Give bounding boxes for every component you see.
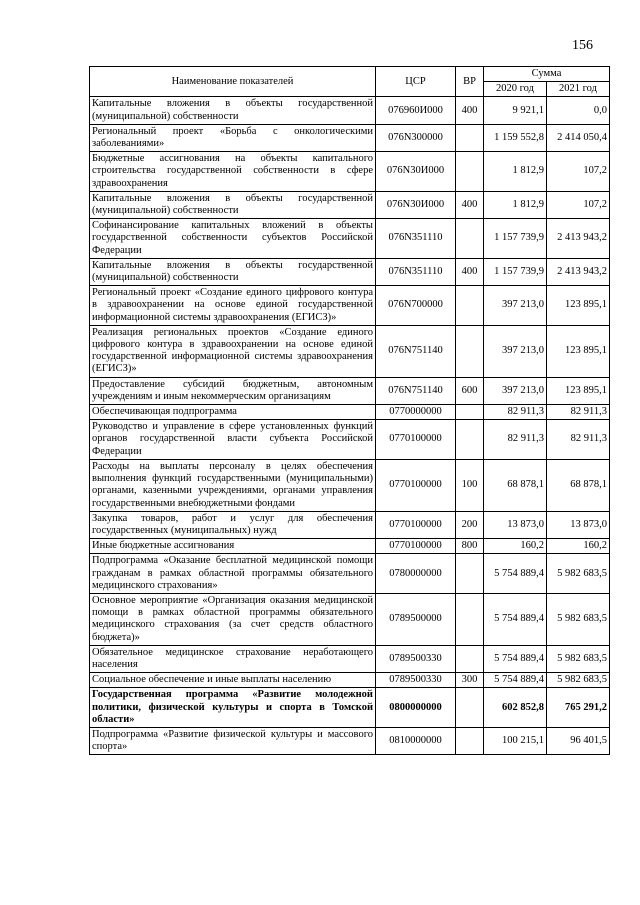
- row-value-2020: 1 159 552,8: [484, 124, 547, 151]
- row-name: Капитальные вложения в объекты государственной (муниципальной) собственности: [90, 97, 376, 124]
- row-name: Капитальные вложения в объекты государственной (муниципальной) собственности: [90, 258, 376, 285]
- row-vr: 300: [456, 673, 484, 688]
- row-vr: 200: [456, 511, 484, 538]
- table-row: [90, 258, 610, 285]
- row-vr: 600: [456, 377, 484, 404]
- row-vr: [456, 124, 484, 151]
- table-row: [90, 539, 610, 554]
- row-value-2021: 2 413 943,2: [547, 219, 610, 259]
- row-name: Реализация региональных проектов «Создание единого цифрового контура в здравоохранении на основе единой государственной информационной системы здравоохранения (ЕГИСЗ)»: [90, 325, 376, 377]
- row-vr: [456, 325, 484, 377]
- row-vr: [456, 152, 484, 192]
- table-row: [90, 124, 610, 151]
- row-vr: 400: [456, 97, 484, 124]
- table-row: [90, 673, 610, 688]
- row-csr: 0810000000: [376, 727, 456, 754]
- row-vr: 400: [456, 191, 484, 218]
- row-vr: 100: [456, 459, 484, 511]
- row-csr: 076N751140: [376, 325, 456, 377]
- row-name: Обязательное медицинское страхование неработающего населения: [90, 645, 376, 672]
- row-vr: [456, 286, 484, 326]
- row-vr: [456, 219, 484, 259]
- row-value-2021: 82 911,3: [547, 420, 610, 460]
- row-value-2020: 68 878,1: [484, 459, 547, 511]
- row-value-2020: 5 754 889,4: [484, 673, 547, 688]
- table-row: [90, 377, 610, 404]
- table-row: [90, 405, 610, 420]
- row-value-2020: 1 812,9: [484, 152, 547, 192]
- row-name: Предоставление субсидий бюджетным, автономным учреждениям и иным некоммерческим организациям: [90, 377, 376, 404]
- row-value-2020: 1 157 739,9: [484, 219, 547, 259]
- row-vr: [456, 593, 484, 645]
- table-row: [90, 727, 610, 754]
- row-value-2020: 1 812,9: [484, 191, 547, 218]
- row-value-2021: 2 413 943,2: [547, 258, 610, 285]
- row-value-2021: 123 895,1: [547, 325, 610, 377]
- table-row: [90, 593, 610, 645]
- row-csr: 0770100000: [376, 420, 456, 460]
- row-vr: [456, 727, 484, 754]
- table-row: [90, 554, 610, 594]
- row-name: Региональный проект «Создание единого цифрового контура в здравоохранении на основе единой государственной информационной системы здравоохранения (ЕГИСЗ)»: [90, 286, 376, 326]
- table-row: [90, 645, 610, 672]
- row-value-2020: 397 213,0: [484, 325, 547, 377]
- row-value-2020: 397 213,0: [484, 377, 547, 404]
- row-value-2021: 160,2: [547, 539, 610, 554]
- row-value-2020: 602 852,8: [484, 688, 547, 728]
- table-row: [90, 286, 610, 326]
- row-name: Закупка товаров, работ и услуг для обеспечения государственных (муниципальных) нужд: [90, 511, 376, 538]
- row-name: Региональный проект «Борьба с онкологическими заболеваниями»: [90, 124, 376, 151]
- row-value-2020: 5 754 889,4: [484, 645, 547, 672]
- row-value-2020: 13 873,0: [484, 511, 547, 538]
- row-csr: 076N30И000: [376, 191, 456, 218]
- header-name: Наименование показателей: [90, 67, 376, 97]
- table-body: [90, 97, 610, 755]
- row-name: Расходы на выплаты персоналу в целях обеспечения выполнения функций государственными (муниципальными) органами, казенными учреждениями, органами управления государственными внебюджетными фондами: [90, 459, 376, 511]
- row-value-2021: 96 401,5: [547, 727, 610, 754]
- row-name: Социальное обеспечение и иные выплаты населению: [90, 673, 376, 688]
- row-value-2020: 100 215,1: [484, 727, 547, 754]
- row-value-2020: 82 911,3: [484, 405, 547, 420]
- row-value-2021: 107,2: [547, 152, 610, 192]
- row-value-2021: 68 878,1: [547, 459, 610, 511]
- row-name: Софинансирование капитальных вложений в объекты государственной собственности субъектов Российской Федерации: [90, 219, 376, 259]
- row-value-2021: 107,2: [547, 191, 610, 218]
- row-vr: [456, 554, 484, 594]
- row-csr: 076N700000: [376, 286, 456, 326]
- row-value-2021: 123 895,1: [547, 286, 610, 326]
- row-csr: 0770100000: [376, 459, 456, 511]
- row-value-2020: 160,2: [484, 539, 547, 554]
- row-value-2020: 5 754 889,4: [484, 593, 547, 645]
- row-csr: 076N300000: [376, 124, 456, 151]
- row-csr: 0770100000: [376, 539, 456, 554]
- row-csr: 0770100000: [376, 511, 456, 538]
- row-value-2020: 5 754 889,4: [484, 554, 547, 594]
- row-value-2021: 5 982 683,5: [547, 554, 610, 594]
- row-vr: 800: [456, 539, 484, 554]
- table-row: [90, 420, 610, 460]
- row-name: Основное мероприятие «Организация оказания медицинской помощи в рамках областной программы обязательного медицинского страхования (за счет средств областного бюджета)»: [90, 593, 376, 645]
- row-value-2020: 1 157 739,9: [484, 258, 547, 285]
- row-value-2021: 123 895,1: [547, 377, 610, 404]
- table-row: [90, 688, 610, 728]
- row-value-2021: 82 911,3: [547, 405, 610, 420]
- row-csr: 0789500330: [376, 645, 456, 672]
- row-value-2021: 2 414 050,4: [547, 124, 610, 151]
- header-2021: 2021 год: [547, 82, 610, 97]
- row-vr: [456, 645, 484, 672]
- header-sum: Сумма: [484, 67, 610, 82]
- table-row: [90, 97, 610, 124]
- row-csr: 076N351110: [376, 219, 456, 259]
- row-value-2021: 765 291,2: [547, 688, 610, 728]
- row-vr: [456, 688, 484, 728]
- table-row: [90, 152, 610, 192]
- row-csr: 076N351110: [376, 258, 456, 285]
- row-csr: 076N30И000: [376, 152, 456, 192]
- row-name: Бюджетные ассигнования на объекты капитального строительства государственной собственности в сфере здравоохранения: [90, 152, 376, 192]
- row-name: Иные бюджетные ассигнования: [90, 539, 376, 554]
- row-csr: 076960И000: [376, 97, 456, 124]
- row-vr: 400: [456, 258, 484, 285]
- row-value-2021: 13 873,0: [547, 511, 610, 538]
- row-csr: 076N751140: [376, 377, 456, 404]
- header-csr: ЦСР: [376, 67, 456, 97]
- row-csr: 0789500330: [376, 673, 456, 688]
- row-vr: [456, 420, 484, 460]
- page-number: 156: [572, 38, 593, 53]
- budget-table: [89, 66, 610, 755]
- row-value-2020: 9 921,1: [484, 97, 547, 124]
- row-name: Государственная программа «Развитие молодежной политики, физической культуры и спорта в Томской области»: [90, 688, 376, 728]
- header-vr: ВР: [456, 67, 484, 97]
- table-row: [90, 191, 610, 218]
- row-vr: [456, 405, 484, 420]
- header-2020: 2020 год: [484, 82, 547, 97]
- row-value-2021: 5 982 683,5: [547, 593, 610, 645]
- row-value-2021: 5 982 683,5: [547, 645, 610, 672]
- table-row: [90, 511, 610, 538]
- table-row: [90, 219, 610, 259]
- table-row: [90, 325, 610, 377]
- row-value-2020: 82 911,3: [484, 420, 547, 460]
- row-csr: 0780000000: [376, 554, 456, 594]
- row-name: Подпрограмма «Оказание бесплатной медицинской помощи гражданам в рамках областной программы обязательного медицинского страхования»: [90, 554, 376, 594]
- row-csr: 0800000000: [376, 688, 456, 728]
- row-value-2020: 397 213,0: [484, 286, 547, 326]
- row-value-2021: 0,0: [547, 97, 610, 124]
- row-csr: 0770000000: [376, 405, 456, 420]
- row-name: Обеспечивающая подпрограмма: [90, 405, 376, 420]
- row-name: Руководство и управление в сфере установленных функций органов государственной власти субъекта Российской Федерации: [90, 420, 376, 460]
- table-row: [90, 459, 610, 511]
- row-name: Капитальные вложения в объекты государственной (муниципальной) собственности: [90, 191, 376, 218]
- row-csr: 0789500000: [376, 593, 456, 645]
- row-name: Подпрограмма «Развитие физической культуры и массового спорта»: [90, 727, 376, 754]
- row-value-2021: 5 982 683,5: [547, 673, 610, 688]
